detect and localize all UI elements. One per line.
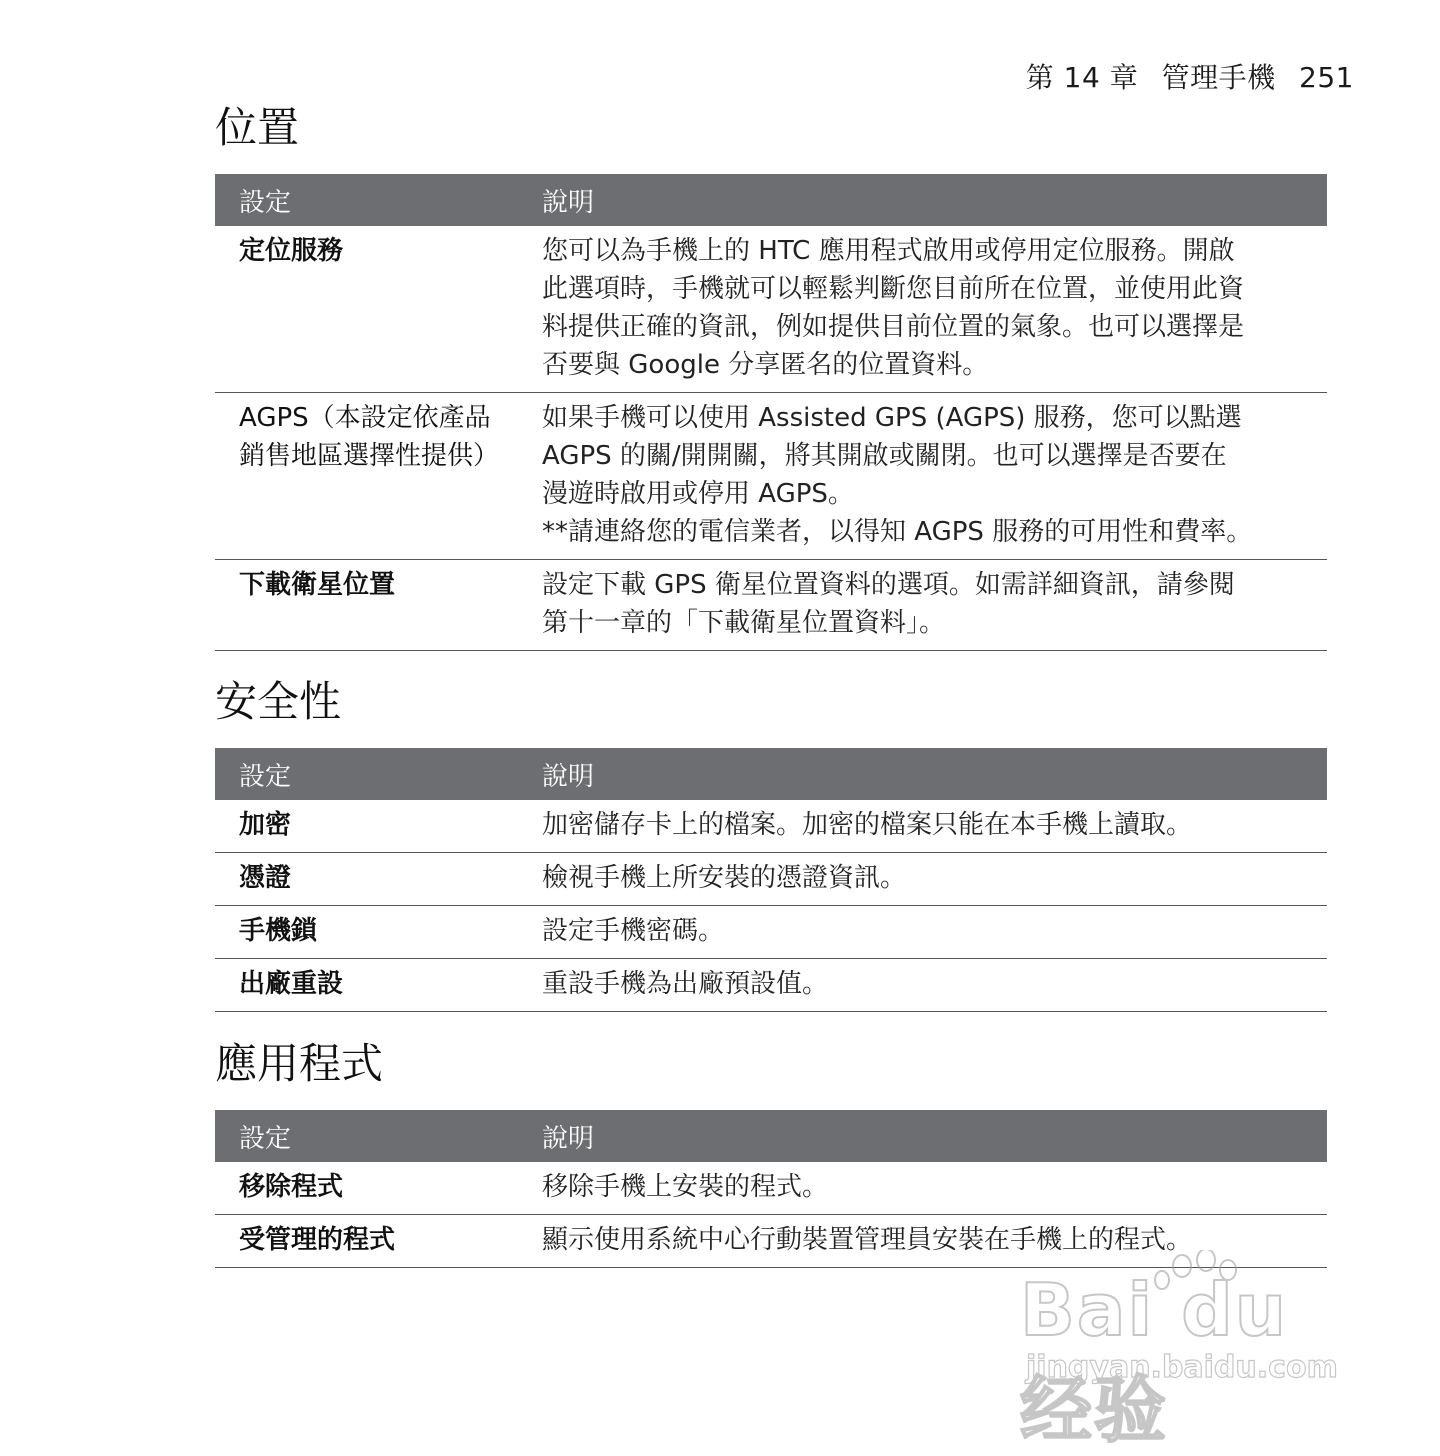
setting-name: 定位服務 bbox=[215, 226, 518, 393]
setting-description: 重設手機為出廠預設值。 bbox=[518, 959, 1327, 1012]
chapter-title: 管理手機 bbox=[1161, 61, 1276, 94]
setting-name: 出廠重設 bbox=[215, 959, 518, 1012]
table-row bbox=[215, 800, 1327, 853]
settings-table bbox=[215, 748, 1327, 1012]
chapter-number: 第 14 章 bbox=[1025, 61, 1139, 94]
setting-description bbox=[518, 226, 1327, 393]
section-location bbox=[215, 104, 1327, 651]
description-line: AGPS 的關/開開關，將其開啟或關閉。也可以選擇是否要在 bbox=[542, 441, 1227, 471]
description-line: 否要與 Google 分享匿名的位置資料。 bbox=[542, 350, 989, 380]
table-row bbox=[215, 226, 1327, 393]
setting-description: 設定手機密碼。 bbox=[518, 906, 1327, 959]
settings-table bbox=[215, 1110, 1327, 1268]
description-line: 您可以為手機上的 HTC 應用程式啟用或停用定位服務。開啟 bbox=[542, 236, 1235, 266]
description-line: 漫遊時啟用或停用 AGPS。 bbox=[542, 479, 854, 509]
description-line: 設定下載 GPS 衛星位置資料的選項。如需詳細資訊，請參閱 bbox=[542, 570, 1235, 600]
setting-name: 手機鎖 bbox=[215, 906, 518, 959]
description-line: **請連絡您的電信業者，以得知 AGPS 服務的可用性和費率。 bbox=[542, 517, 1253, 547]
setting-description: 加密儲存卡上的檔案。加密的檔案只能在本手機上讀取。 bbox=[518, 800, 1327, 853]
setting-name: 受管理的程式 bbox=[215, 1215, 518, 1268]
table-header-row bbox=[215, 748, 1327, 800]
section-security bbox=[215, 678, 1327, 1012]
description-line: 此選項時，手機就可以輕鬆判斷您目前所在位置，並使用此資 bbox=[542, 274, 1245, 304]
setting-description: 移除手機上安裝的程式。 bbox=[518, 1162, 1327, 1215]
column-header-setting: 設定 bbox=[215, 174, 518, 226]
column-header-description: 說明 bbox=[518, 1110, 1327, 1162]
table-row bbox=[215, 393, 1327, 560]
setting-name: 移除程式 bbox=[215, 1162, 518, 1215]
table-row bbox=[215, 959, 1327, 1012]
column-header-description: 說明 bbox=[518, 748, 1327, 800]
setting-name: 加密 bbox=[215, 800, 518, 853]
setting-name: AGPS（本設定依產品銷售地區選擇性提供） bbox=[215, 393, 518, 560]
section-applications bbox=[215, 1040, 1327, 1268]
setting-description: 檢視手機上所安裝的憑證資訊。 bbox=[518, 853, 1327, 906]
setting-name: 憑證 bbox=[215, 853, 518, 906]
setting-description bbox=[518, 393, 1327, 560]
baidu-watermark bbox=[1020, 1250, 1360, 1452]
setting-description bbox=[518, 560, 1327, 651]
column-header-setting: 設定 bbox=[215, 748, 518, 800]
table-row bbox=[215, 906, 1327, 959]
setting-description: 顯示使用系統中心行動裝置管理員安裝在手機上的程式。 bbox=[518, 1215, 1327, 1268]
settings-table bbox=[215, 174, 1327, 651]
section-title: 應用程式 bbox=[215, 1039, 384, 1088]
description-line: 料提供正確的資訊，例如提供目前位置的氣象。也可以選擇是 bbox=[542, 312, 1245, 342]
page-header bbox=[1026, 56, 1354, 96]
table-row bbox=[215, 853, 1327, 906]
table-row bbox=[215, 560, 1327, 651]
description-line: 第十一章的「下載衛星位置資料」。 bbox=[542, 608, 946, 638]
section-title: 位置 bbox=[215, 103, 300, 152]
watermark-url: jingyan.baidu.com bbox=[1026, 1350, 1338, 1385]
setting-name: 下載衛星位置 bbox=[215, 560, 518, 651]
column-header-description: 說明 bbox=[518, 174, 1327, 226]
description-line: 如果手機可以使用 Assisted GPS (AGPS) 服務，您可以點選 bbox=[542, 403, 1242, 433]
watermark-brand: Bai du 经验 bbox=[1020, 1268, 1289, 1452]
section-title: 安全性 bbox=[215, 677, 342, 726]
page-number: 251 bbox=[1299, 61, 1354, 94]
column-header-setting: 設定 bbox=[215, 1110, 518, 1162]
table-row bbox=[215, 1162, 1327, 1215]
table-header-row bbox=[215, 1110, 1327, 1162]
table-header-row bbox=[215, 174, 1327, 226]
